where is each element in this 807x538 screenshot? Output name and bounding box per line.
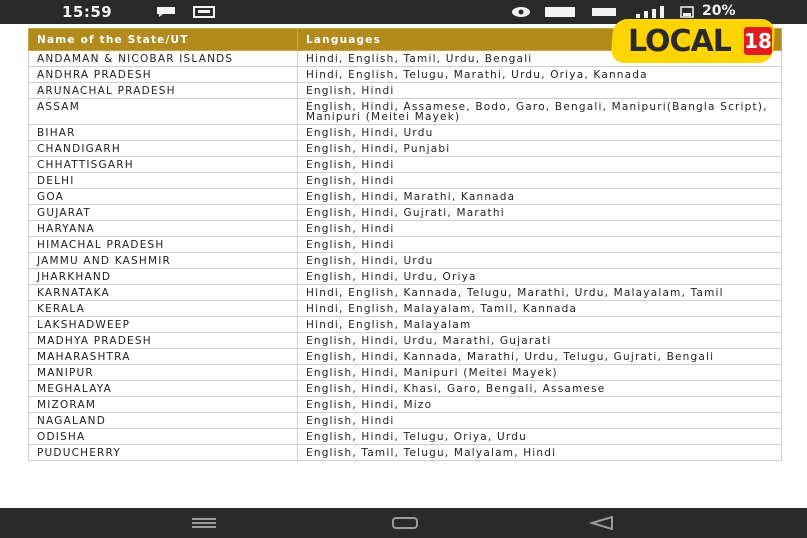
table-row [29,83,782,99]
table-row [29,269,782,285]
languages-cell: English, Hindi, Urdu, Oriya [298,269,782,285]
volte-icon [545,6,575,18]
languages-cell: English, Hindi [298,83,782,99]
table-row [29,317,782,333]
languages-cell: English, Hindi, Urdu [298,253,782,269]
navigation-bar [0,508,807,538]
languages-table-container [28,28,782,461]
state-name-cell: GUJARAT [29,205,298,221]
languages-cell: English, Hindi, Gujrati, Marathi [298,205,782,221]
table-row [29,333,782,349]
logo-number: 18 [744,29,772,53]
state-name-cell: ANDHRA PRADESH [29,67,298,83]
status-time: 15:59 [62,3,113,21]
back-icon[interactable] [588,516,616,530]
languages-cell: Hindi, English, Malayalam, Tamil, Kannada [298,301,782,317]
table-row [29,99,782,125]
state-name-cell: KARNATAKA [29,285,298,301]
local18-logo [608,17,776,65]
languages-cell: English, Hindi, Telugu, Oriya, Urdu [298,429,782,445]
table-row [29,253,782,269]
state-name-cell: GOA [29,189,298,205]
chat-icon [155,6,177,18]
battery-percent: 20% [702,3,736,19]
table-row [29,365,782,381]
state-name-cell: CHHATTISGARH [29,157,298,173]
table-row [29,221,782,237]
languages-cell: English, Tamil, Telugu, Malyalam, Hindi [298,445,782,461]
languages-cell: English, Hindi [298,237,782,253]
table-body [29,51,782,461]
languages-cell: English, Hindi, Punjabi [298,141,782,157]
languages-cell: Hindi, English, Tamil, Urdu, Bengali [298,51,782,67]
state-name-cell: MIZORAM [29,397,298,413]
state-name-cell: JAMMU AND KASHMIR [29,253,298,269]
header-state: Name of the State/UT [29,29,298,51]
languages-cell: English, Hindi, Manipuri (Meitei Mayek) [298,365,782,381]
state-name-cell: BIHAR [29,125,298,141]
table-row [29,429,782,445]
header-languages: Languages [298,29,782,51]
languages-cell: English, Hindi, Urdu [298,125,782,141]
languages-cell: English, Hindi [298,157,782,173]
state-name-cell: ANDAMAN & NICOBAR ISLANDS [29,51,298,67]
languages-table [28,28,782,461]
table-row [29,349,782,365]
languages-cell: English, Hindi [298,221,782,237]
logo-text: LOCAL [628,24,731,59]
languages-cell: Hindi, English, Kannada, Telugu, Marathi, Urdu, Malayalam, Tamil [298,285,782,301]
alarm-icon [509,6,533,18]
state-name-cell: MANIPUR [29,365,298,381]
table-row [29,301,782,317]
state-name-cell: PUDUCHERRY [29,445,298,461]
state-name-cell: MEGHALAYA [29,381,298,397]
languages-cell: Hindi, English, Telugu, Marathi, Urdu, Oriya, Kannada [298,67,782,83]
table-row [29,157,782,173]
menu-icon[interactable] [190,516,218,530]
state-name-cell: MADHYA PRADESH [29,333,298,349]
table-row [29,237,782,253]
languages-cell: English, Hindi, Urdu, Marathi, Gujarati [298,333,782,349]
state-name-cell: ASSAM [29,99,298,125]
state-name-cell: ODISHA [29,429,298,445]
table-row [29,205,782,221]
table-row [29,189,782,205]
languages-cell: Hindi, English, Malayalam [298,317,782,333]
state-name-cell: KERALA [29,301,298,317]
screen-icon [193,6,215,18]
languages-cell: English, Hindi, Marathi, Kannada [298,189,782,205]
table-row [29,173,782,189]
table-row [29,141,782,157]
table-row [29,445,782,461]
languages-cell: English, Hindi [298,173,782,189]
state-name-cell: HIMACHAL PRADESH [29,237,298,253]
table-row [29,413,782,429]
languages-cell: English, Hindi, Kannada, Marathi, Urdu, Telugu, Gujrati, Bengali [298,349,782,365]
languages-cell: English, Hindi, Assamese, Bodo, Garo, Bengali, Manipuri(Bangla Script), Manipuri (Meitei Mayek) [298,99,782,125]
state-name-cell: MAHARASHTRA [29,349,298,365]
languages-cell: English, Hindi [298,413,782,429]
state-name-cell: JHARKHAND [29,269,298,285]
table-row [29,381,782,397]
state-name-cell: CHANDIGARH [29,141,298,157]
table-row [29,397,782,413]
state-name-cell: HARYANA [29,221,298,237]
languages-cell: English, Hindi, Mizo [298,397,782,413]
state-name-cell: DELHI [29,173,298,189]
languages-cell: English, Hindi, Khasi, Garo, Bengali, Assamese [298,381,782,397]
table-row [29,285,782,301]
state-name-cell: NAGALAND [29,413,298,429]
table-row [29,125,782,141]
home-icon[interactable] [391,516,419,530]
state-name-cell: LAKSHADWEEP [29,317,298,333]
table-row [29,67,782,83]
state-name-cell: ARUNACHAL PRADESH [29,83,298,99]
